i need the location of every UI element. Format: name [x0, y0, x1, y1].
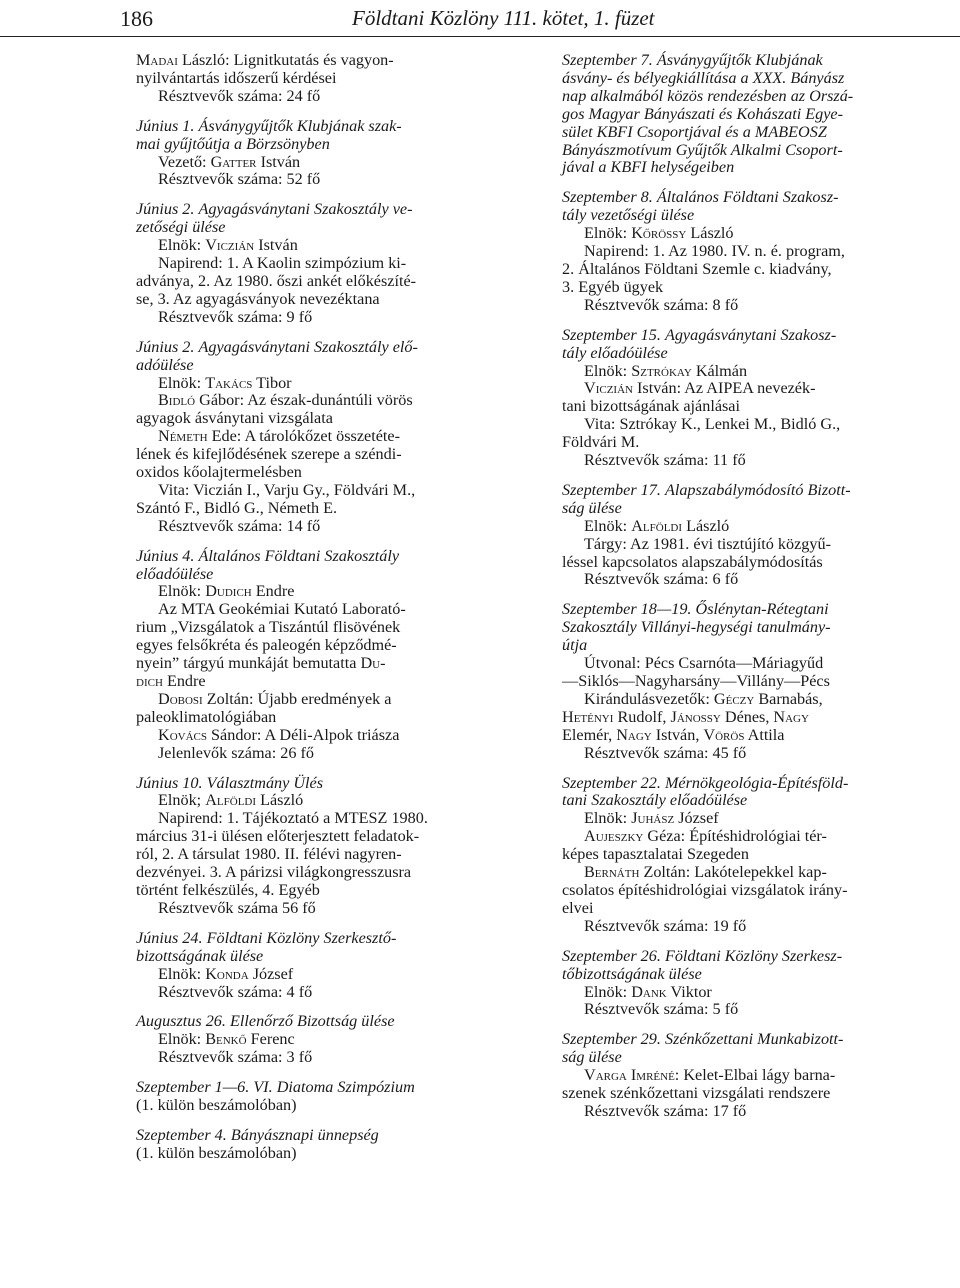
entry-line: rium „Vizsgálatok a Tiszántúl flisövének — [136, 618, 401, 637]
entry-date: Szeptember 22. — [562, 773, 661, 792]
agenda-line: ról, 2. A társulat 1980. II. félévi nagyren- — [136, 845, 402, 864]
entry-line — [136, 201, 536, 219]
label: Elnök: — [584, 516, 628, 535]
entry-date: Június 10. — [136, 773, 203, 792]
entry-september-7 — [562, 52, 948, 177]
guides-line — [562, 691, 948, 709]
agenda-line: dezvényei. 3. A párizsi világkongresszusra — [136, 863, 412, 882]
entry-madai — [136, 52, 536, 106]
chair-line — [562, 225, 948, 243]
chair-line — [136, 966, 536, 984]
entry-note: (1. külön beszámolóban) — [136, 1143, 297, 1162]
entry-june-10 — [136, 775, 536, 918]
entry-june-1 — [136, 118, 536, 190]
entry-title: Szénkőzettani Munkabizott- — [664, 1030, 844, 1049]
talk-line — [136, 691, 536, 709]
agenda-line: 3. Egyéb ügyek — [562, 277, 664, 296]
entry-september-8 — [562, 189, 948, 314]
entry-text: Attila — [747, 725, 785, 744]
entry-september-4 — [136, 1127, 536, 1163]
label: Elnök: — [158, 964, 202, 983]
agenda-line: március 31-i ülésen előterjesztett feladatok- — [136, 827, 420, 846]
person-name: Konda — [205, 964, 249, 983]
agenda-line: Napirend: 1. Tájékoztató a MTESZ 1980. — [158, 809, 428, 828]
entry-september-1-6 — [136, 1079, 536, 1115]
entry-date: Június 2. — [136, 337, 195, 356]
agenda-line: 2. Általános Földtani Szemle c. kiadvány, — [562, 259, 832, 278]
entry-line — [136, 118, 536, 136]
entry-date: Szeptember 29. — [562, 1030, 661, 1049]
talk-line — [562, 864, 948, 882]
entry-title: Földtani Közlöny Szerkesztő- — [206, 928, 397, 947]
subject-line: léssel kapcsolatos alapszabálymódosítás — [562, 552, 823, 571]
entry-text: Viktor — [670, 982, 712, 1001]
entry-june-4 — [136, 548, 536, 763]
entry-title: Földtani Közlöny Szerkesz- — [664, 946, 843, 965]
route-line: Útvonal: Pécs Csarnóta—Máriagyűd — [584, 654, 824, 673]
entry-date: Június 24. — [136, 928, 203, 947]
entry-text: Barnabás, — [758, 689, 823, 708]
talk-line — [562, 380, 948, 398]
person-name: Viczián — [584, 379, 633, 398]
chair-line — [136, 792, 536, 810]
entry-title: Agyagásványtani Szakosztály elő- — [198, 337, 418, 356]
leader-line — [136, 154, 536, 172]
entry-title: sület KBFI Csoportjával és a MABEOSZ — [562, 122, 827, 141]
entry-line — [562, 189, 948, 207]
label: Elnök: — [584, 809, 628, 828]
participants: Résztvevők száma: 19 fő — [584, 916, 747, 935]
entry-september-22 — [562, 775, 948, 936]
entry-title: Alapszabálymódosító Bizott- — [664, 480, 851, 499]
discussion-line: Szántó F., Bidló G., Németh E. — [136, 498, 338, 517]
entry-june-24 — [136, 930, 536, 1002]
entry-line — [136, 775, 536, 793]
entry-title: előadóülése — [136, 564, 214, 583]
chair-line — [136, 583, 536, 601]
entry-date: Szeptember 26. — [562, 946, 661, 965]
entry-september-26 — [562, 948, 948, 1020]
discussion-line: Vita: Sztrókay K., Lenkei M., Bidló G., — [584, 415, 841, 434]
person-name: Hetényi — [562, 707, 614, 726]
person-name: Dobosi — [158, 689, 203, 708]
agenda-line: Napirend: 1. A Kaolin szimpózium ki- — [158, 254, 407, 273]
person-name: Alföldi — [631, 516, 683, 535]
entry-title: Általános Földtani Szakosz- — [656, 188, 839, 207]
label: Elnök; — [158, 791, 202, 810]
discussion-line: Vita: Viczián I., Varju Gy., Földvári M., — [158, 480, 416, 499]
entry-title: Bányásznapi ünnepség — [230, 1125, 379, 1144]
entry-line: Az MTA Geokémiai Kutató Laborató- — [158, 600, 406, 619]
person-name: Bernáth — [584, 863, 640, 882]
person-name: Benkő — [205, 1030, 247, 1049]
person-name: Varga Imréné: — [584, 1066, 680, 1085]
entry-line — [136, 1127, 536, 1145]
entry-line: egyes felsőkréta és paleogén képződmé- — [136, 636, 397, 655]
entry-september-17 — [562, 482, 948, 589]
agenda-line: se, 3. Az agyagásványok nevezéktana — [136, 289, 380, 308]
chair-line — [562, 984, 948, 1002]
label: Elnök: — [584, 982, 628, 1001]
entry-title: tály előadóülése — [562, 343, 668, 362]
entry-title: zetőségi ülése — [136, 218, 226, 237]
entry-title: Agyagásványtani Szakosztály ve- — [198, 200, 413, 219]
entry-line — [136, 655, 536, 673]
person-name: Németh — [158, 427, 208, 446]
participants: Résztvevők száma: 14 fő — [158, 516, 321, 535]
entry-text: Elemér, — [562, 725, 613, 744]
entry-september-18-19 — [562, 601, 948, 762]
discussion-line: Földvári M. — [562, 433, 640, 452]
entry-date: Szeptember 4. — [136, 1125, 227, 1144]
participants: Résztvevők száma: 5 fő — [584, 1000, 739, 1019]
entry-june-2-board — [136, 201, 536, 326]
talk-line: agyagok ásványtani vizsgálata — [136, 409, 333, 428]
person-name: Alföldi — [205, 791, 257, 810]
entry-text: nyein” tárgyú munkáját bemutatta — [136, 654, 357, 673]
entry-line — [562, 482, 948, 500]
entry-text: József — [678, 809, 719, 828]
person-name: Sztrókay — [631, 361, 692, 380]
entry-line — [136, 339, 536, 357]
page-header — [0, 0, 960, 37]
entry-line — [136, 673, 536, 691]
entry-title: mai gyűjtőútja a Börzsönyben — [136, 134, 330, 153]
participants: Résztvevők száma: 45 fő — [584, 743, 747, 762]
entry-title: Őslénytan-Rétegtani — [695, 600, 829, 619]
entry-text: László: Lignitkutatás és vagyon- — [181, 51, 394, 69]
entry-line — [136, 1013, 536, 1031]
guides-line — [562, 727, 948, 745]
participants: Résztvevők száma: 52 fő — [158, 170, 321, 189]
person-name: Nagy — [773, 707, 809, 726]
guides-line — [562, 709, 948, 727]
talk-line: oxidos kőolajtermelésben — [136, 463, 302, 482]
person-name: Du- — [360, 654, 386, 673]
label: Kirándulásvezetők: — [584, 689, 710, 708]
person-name: Dank — [631, 982, 667, 1001]
talk-line: lének és kifejlődésének szerepe a széndi- — [136, 445, 402, 464]
entry-title: ság ülése — [562, 1048, 622, 1067]
entry-text: Sándor: A Déli-Alpok triásza — [211, 725, 400, 744]
person-name: Madai — [136, 51, 178, 69]
agenda-line: történt felkészülés, 4. Egyéb — [136, 880, 320, 899]
entry-title: adóülése — [136, 355, 194, 374]
attendees: Jelenlevők száma: 26 fő — [158, 743, 314, 762]
right-column — [562, 52, 948, 1133]
person-name: dich — [136, 672, 163, 690]
participants: Résztvevők száma: 3 fő — [158, 1048, 313, 1067]
entry-title: gos Magyar Bányászati és Kohászati Egye- — [562, 104, 844, 123]
person-name: Bidló — [158, 391, 196, 410]
entry-title: Választmány Ülés — [206, 773, 324, 792]
person-name: Aujeszky — [584, 827, 644, 846]
entry-text: Tibor — [256, 373, 292, 392]
person-name: Kőrössy — [631, 224, 687, 243]
entry-text: Rudolf, — [617, 707, 667, 726]
chair-line — [136, 1031, 536, 1049]
entry-text: László — [686, 516, 730, 535]
label: Elnök: — [158, 373, 202, 392]
entry-text: István: Az AIPEA nevezék- — [637, 379, 816, 398]
chair-line — [136, 375, 536, 393]
participants: Résztvevők száma: 6 fő — [584, 570, 739, 589]
entry-title: bizottságának ülése — [136, 946, 264, 965]
entry-august-26 — [136, 1013, 536, 1067]
entry-date: Szeptember 17. — [562, 480, 661, 499]
entry-title: VI. Diatoma Szimpózium — [253, 1078, 415, 1097]
person-name: Viczián — [205, 236, 255, 255]
entry-title: Szakosztály Villányi-hegységi tanulmány- — [562, 618, 831, 637]
chair-line — [562, 518, 948, 536]
entry-title: tőbizottságának ülése — [562, 964, 702, 983]
talk-line: szenek szénkőzettani vizsgálati rendszere — [562, 1084, 831, 1103]
subject-line: Tárgy: Az 1981. évi tisztújító közgyű- — [584, 534, 831, 553]
entry-text: Endre — [166, 672, 206, 690]
person-name: Gatter — [210, 152, 257, 171]
entry-line — [562, 1031, 948, 1049]
entry-september-29 — [562, 1031, 948, 1121]
person-name: Takács — [205, 373, 253, 392]
chair-line — [136, 237, 536, 255]
entry-date: Június 4. — [136, 546, 195, 565]
agenda-line: Napirend: 1. Az 1980. IV. n. é. program, — [584, 242, 845, 261]
entry-text: Endre — [255, 582, 295, 601]
participants: Résztvevők száma: 24 fő — [158, 86, 321, 105]
entry-line — [562, 948, 948, 966]
entry-title: Bányászmotívum Gyűjtők Alkalmi Csoport- — [562, 140, 843, 159]
entry-line — [136, 1079, 536, 1097]
entry-line — [136, 930, 536, 948]
entry-date: Szeptember 18—19. — [562, 600, 692, 619]
entry-date: Szeptember 15. — [562, 325, 661, 344]
entry-title: útja — [562, 636, 588, 655]
entry-title: Ásványgyűjtők Klubjának — [656, 51, 823, 69]
entry-note: (1. külön beszámolóban) — [136, 1096, 297, 1115]
person-name: Juhász — [631, 809, 675, 828]
entry-text: István — [260, 152, 301, 171]
talk-line: elvei — [562, 898, 594, 917]
participants: Résztvevők száma 56 fő — [158, 898, 316, 917]
talk-line — [562, 828, 948, 846]
entry-title: Általános Földtani Szakosztály — [198, 546, 400, 565]
entry-line — [136, 548, 536, 566]
left-column — [136, 52, 536, 1175]
person-name: Jánossy — [670, 707, 721, 726]
entry-date: Szeptember 8. — [562, 188, 653, 207]
running-head: Földtani Közlöny 111. kötet, 1. füzet — [352, 6, 655, 30]
participants: Résztvevők száma: 8 fő — [584, 295, 739, 314]
entry-title: Agyagásványtani Szakosz- — [664, 325, 837, 344]
entry-date: Szeptember 7. — [562, 51, 653, 69]
entry-text: István — [258, 236, 298, 255]
entry-text: Dénes, — [724, 707, 770, 726]
entry-title: ásvány- és bélyegkiállítása a XXX. Bányász — [562, 68, 845, 87]
entry-line: nyilvántartás időszerű kérdései — [136, 68, 337, 87]
entry-text: Kálmán — [695, 361, 748, 380]
talk-line: tani bizottságának ajánlásai — [562, 397, 740, 416]
person-name: Dudich — [205, 582, 252, 601]
entry-text: Kelet-Elbai lágy barna- — [683, 1066, 836, 1085]
entry-june-2-lectures — [136, 339, 536, 536]
chair-line — [562, 363, 948, 381]
entry-text: Ede: A tárolókőzet összetéte- — [211, 427, 400, 446]
participants: Résztvevők száma: 9 fő — [158, 307, 313, 326]
person-name: Vörös — [703, 725, 745, 744]
entry-text: Géza: Építéshidrológiai tér- — [647, 827, 827, 846]
entry-date: Június 1. — [136, 116, 195, 135]
talk-line: csolatos építéshidrológiai vizsgálatok irány- — [562, 880, 848, 899]
entry-text: István, — [655, 725, 700, 744]
talk-line — [136, 392, 536, 410]
entry-title: ság ülése — [562, 498, 622, 517]
agenda-line: adványa, 2. Az 1980. őszi ankét előkészíté- — [136, 271, 417, 290]
label: Elnök: — [584, 224, 628, 243]
chair-line — [562, 810, 948, 828]
entry-line — [136, 52, 536, 70]
entry-text: Gábor: Az észak-dunántúli vörös — [199, 391, 413, 410]
entry-text: László — [260, 791, 304, 810]
entry-title: Ellenőrző Bizottság ülése — [230, 1012, 395, 1031]
entry-title: jával a KBFI helységeiben — [562, 158, 735, 177]
entry-text: Ferenc — [250, 1030, 295, 1049]
talk-line — [136, 428, 536, 446]
participants: Résztvevők száma: 11 fő — [584, 451, 746, 470]
participants: Résztvevők száma: 4 fő — [158, 982, 313, 1001]
talk-line — [562, 1067, 948, 1085]
entry-text: Zoltán: Lakótelepekkel kap- — [643, 863, 827, 882]
route-line: —Siklós—Nagyharsány—Villány—Pécs — [562, 672, 830, 690]
entry-text: László — [690, 224, 734, 243]
entry-text: József — [252, 964, 294, 983]
entry-title: Mérnökgeológia-Építésföld- — [664, 773, 849, 792]
entry-title: nap alkalmából közös rendezésben az Orszá- — [562, 86, 854, 105]
entry-title: tani Szakosztály előadóülése — [562, 791, 748, 810]
entry-date: Szeptember 1—6. — [136, 1078, 250, 1097]
entry-line — [562, 327, 948, 345]
person-name: Kovács — [158, 725, 207, 744]
person-name: Géczy — [713, 689, 755, 708]
entry-date: Június 2. — [136, 200, 195, 219]
entry-line — [562, 601, 948, 619]
label: Elnök: — [158, 1030, 202, 1049]
person-name: Nagy — [616, 725, 652, 744]
label: Elnök: — [158, 236, 202, 255]
participants: Résztvevők száma: 17 fő — [584, 1101, 747, 1120]
talk-line: képes tapasztalatai Szegeden — [562, 845, 749, 864]
entry-title: tály vezetőségi ülése — [562, 206, 695, 225]
page-number: 186 — [120, 6, 153, 31]
talk-line — [136, 727, 536, 745]
entry-date: Augusztus 26. — [136, 1012, 226, 1031]
talk-line: paleoklimatológiában — [136, 707, 277, 726]
label: Elnök: — [584, 361, 628, 380]
label: Vezető: — [158, 152, 207, 171]
label: Elnök: — [158, 582, 202, 601]
entry-september-15 — [562, 327, 948, 470]
entry-line — [562, 775, 948, 793]
entry-title: Ásványgyűjtők Klubjának szak- — [198, 116, 402, 135]
entry-line — [562, 52, 948, 70]
entry-text: Zoltán: Újabb eredmények a — [206, 689, 392, 708]
